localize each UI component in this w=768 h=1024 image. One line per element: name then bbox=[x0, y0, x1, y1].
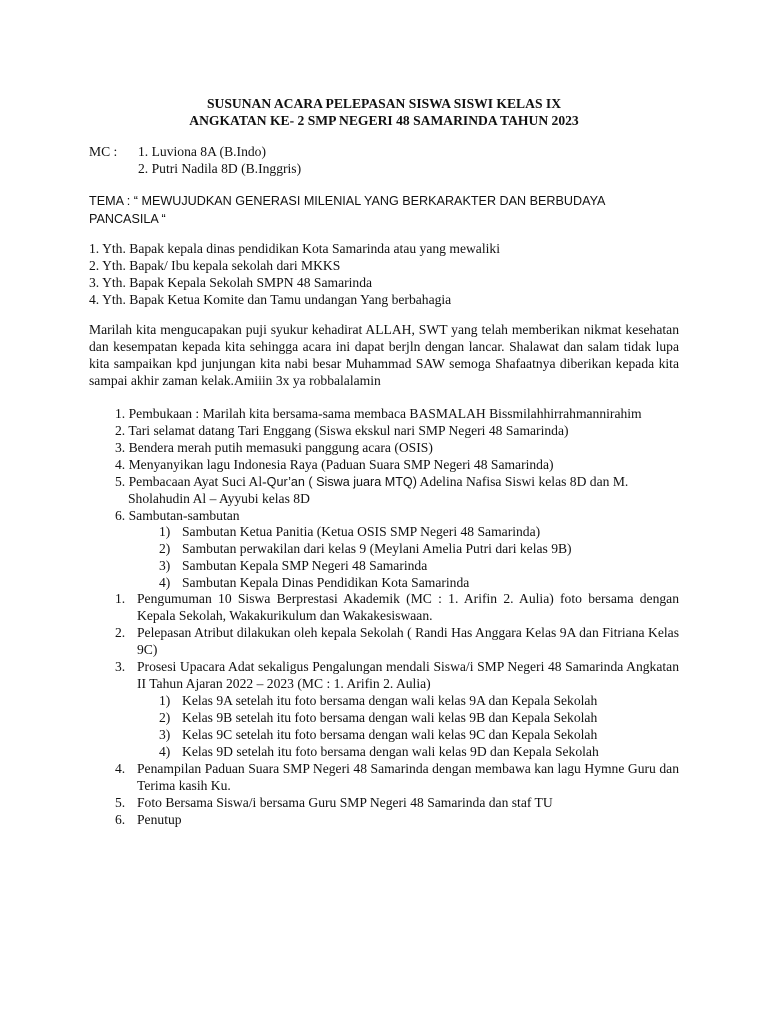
sambutan-num-4: 4) bbox=[159, 575, 171, 590]
mc-item-2: 2. Putri Nadila 8D (B.Inggris) bbox=[138, 161, 302, 176]
sambutan-text-4: Sambutan Kepala Dinas Pendidikan Kota Samarinda bbox=[182, 575, 470, 590]
prosesi-text-2: Kelas 9B setelah itu foto bersama dengan wali kelas 9B dan Kepala Sekolah bbox=[182, 710, 598, 725]
prosesi-num-2: 2) bbox=[159, 710, 171, 725]
agenda-item-5-part-b: Qur’an ( Siswa juara MTQ) bbox=[266, 475, 417, 489]
document-title-line2: ANGKATAN KE- 2 SMP NEGERI 48 SAMARINDA TAHUN 2023 bbox=[189, 113, 579, 128]
agenda2-num-3: 3. bbox=[115, 659, 126, 674]
mc-label: MC : bbox=[89, 144, 118, 159]
agenda3-num-5: 5. bbox=[115, 795, 126, 810]
document-title-line1: SUSUNAN ACARA PELEPASAN SISWA SISWI KELAS IX bbox=[206, 96, 562, 111]
sambutan-text-2: Sambutan perwakilan dari kelas 9 (Meylani Amelia Putri dari kelas 9B) bbox=[182, 541, 572, 556]
greeting-item-3: 3. Yth. Bapak Kepala Sekolah SMPN 48 Samarinda bbox=[89, 275, 373, 290]
agenda-item-2: 2. Tari selamat datang Tari Enggang (Siswa ekskul nari SMP Negeri 48 Samarinda) bbox=[115, 423, 569, 438]
agenda-item-4: 4. Menyanyikan lagu Indonesia Raya (Paduan Suara SMP Negeri 48 Samarinda) bbox=[115, 457, 554, 472]
agenda2-num-2: 2. bbox=[115, 625, 126, 640]
prosesi-text-4: Kelas 9D setelah itu foto bersama dengan wali kelas 9D dan Kepala Sekolah bbox=[182, 744, 599, 759]
agenda2-num-1: 1. bbox=[115, 591, 126, 606]
sambutan-num-1: 1) bbox=[159, 524, 171, 539]
prosesi-text-1: Kelas 9A setelah itu foto bersama dengan wali kelas 9A dan Kepala Sekolah bbox=[182, 693, 598, 708]
agenda3-num-6: 6. bbox=[115, 812, 126, 827]
tema-line2: PANCASILA “ bbox=[89, 212, 166, 226]
sambutan-num-2: 2) bbox=[159, 541, 171, 556]
sambutan-num-3: 3) bbox=[159, 558, 171, 573]
agenda-item-5-cont: Sholahudin Al – Ayyubi kelas 8D bbox=[128, 491, 310, 506]
prosesi-num-1: 1) bbox=[159, 693, 171, 708]
greeting-item-4: 4. Yth. Bapak Ketua Komite dan Tamu undangan Yang berbahagia bbox=[89, 292, 452, 307]
sambutan-text-1: Sambutan Ketua Panitia (Ketua OSIS SMP Negeri 48 Samarinda) bbox=[182, 524, 541, 539]
agenda-item-5-part-a: 5. Pembacaan Ayat Suci Al- bbox=[115, 474, 267, 489]
mc-item-1: 1. Luviona 8A (B.Indo) bbox=[138, 144, 266, 159]
agenda-item-5-part-c: Adelina Nafisa Siswi kelas 8D dan M. bbox=[416, 474, 629, 489]
agenda2-text-1: Pengumuman 10 Siswa Berprestasi Akademik (MC : 1. Arifin 2. Aulia) foto bersama dengan Kepala Sekolah, Wakakurikulum dan Wakakesiswaan. bbox=[137, 591, 679, 623]
greeting-item-1: 1. Yth. Bapak kepala dinas pendidikan Kota Samarinda atau yang mewaliki bbox=[89, 241, 500, 256]
agenda-item-1: 1. Pembukaan : Marilah kita bersama-sama membaca BASMALAH Bissmilahhirrahmannirahim bbox=[115, 406, 642, 421]
greeting-item-2: 2. Yth. Bapak/ Ibu kepala sekolah dari MKKS bbox=[89, 258, 341, 273]
agenda-item-6: 6. Sambutan-sambutan bbox=[115, 508, 240, 523]
agenda-item-5 bbox=[115, 473, 628, 491]
agenda3-text-5: Foto Bersama Siswa/i bersama Guru SMP Negeri 48 Samarinda dan staf TU bbox=[137, 795, 553, 810]
opening-paragraph: Marilah kita mengucapakan puji syukur kehadirat ALLAH, SWT yang telah memberikan nikmat kesehatan dan kesempatan kepada kita sehingga acara ini dapat berjln dengan lancar. Shalawat dan salam tidak lupa kita sampaikan kpd junjungan kita nabi besar Muhammad SAW semoga Shafaatnya diberikan kepada kita sampai akhir zaman kelak.Amiiin 3x ya robbalalamin bbox=[89, 322, 679, 388]
agenda3-num-4: 4. bbox=[115, 761, 126, 776]
agenda-item-3: 3. Bendera merah putih memasuki panggung acara (OSIS) bbox=[115, 440, 433, 455]
prosesi-text-3: Kelas 9C setelah itu foto bersama dengan wali kelas 9C dan Kepala Sekolah bbox=[182, 727, 598, 742]
tema-line1: TEMA : “ MEWUJUDKAN GENERASI MILENIAL YANG BERKARAKTER DAN BERBUDAYA bbox=[89, 194, 606, 208]
sambutan-text-3: Sambutan Kepala SMP Negeri 48 Samarinda bbox=[182, 558, 428, 573]
agenda2-text-2: Pelepasan Atribut dilakukan oleh kepala Sekolah ( Randi Has Anggara Kelas 9A dan Fitriana Kelas 9C) bbox=[137, 625, 679, 657]
agenda3-text-4: Penampilan Paduan Suara SMP Negeri 48 Samarinda dengan membawa kan lagu Hymne Guru dan Terima kasih Ku. bbox=[137, 761, 679, 793]
agenda2-text-3: Prosesi Upacara Adat sekaligus Pengalungan mendali Siswa/i SMP Negeri 48 Samarinda Angkatan II Tahun Ajaran 2022 – 2023 (MC : 1. Arifin 2. Aulia) bbox=[137, 659, 679, 691]
agenda3-text-6: Penutup bbox=[137, 812, 182, 827]
prosesi-num-3: 3) bbox=[159, 727, 171, 742]
prosesi-num-4: 4) bbox=[159, 744, 171, 759]
